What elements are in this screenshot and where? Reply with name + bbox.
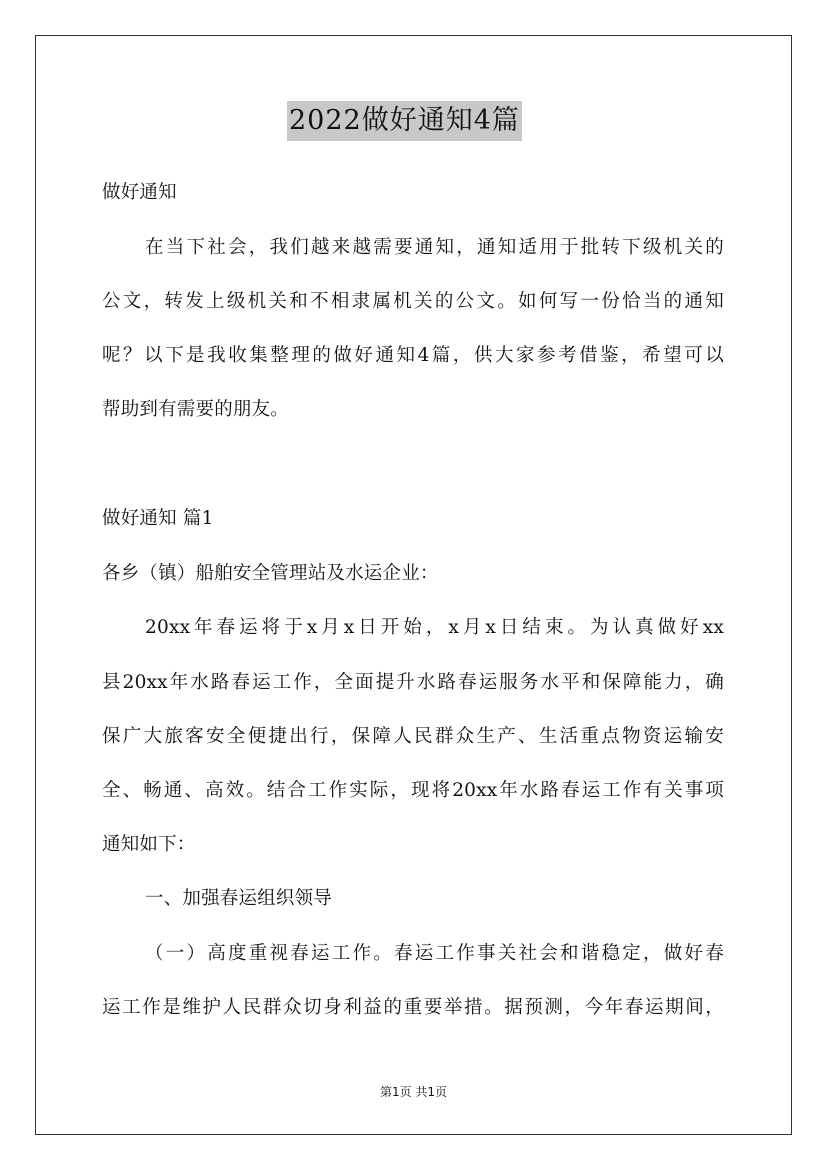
paragraph-line-6: 县20xx年水路春运工作，全面提升水路春运服务水平和保障能力，确 xyxy=(102,672,724,693)
subsection-heading: 一、加强春运组织领导 xyxy=(145,888,333,909)
section-heading-intro: 做好通知 xyxy=(102,182,177,203)
paragraph-line-9: 通知如下： xyxy=(102,834,196,855)
section-heading-part1: 做好通知 篇1 xyxy=(102,508,214,529)
paragraph-line-3: 呢？以下是我收集整理的做好通知4篇，供大家参考借鉴，希望可以 xyxy=(102,345,724,366)
paragraph-line-7: 保广大旅客安全便捷出行，保障人民群众生产、生活重点物资运输安 xyxy=(102,726,724,747)
paragraph-line-2: 公文，转发上级机关和不相隶属机关的公文。如何写一份恰当的通知 xyxy=(102,291,724,312)
paragraph-line-1: 在当下社会，我们越来越需要通知，通知适用于批转下级机关的 xyxy=(145,237,724,258)
document-title: 2022做好通知4篇 xyxy=(287,101,522,141)
paragraph-line-4: 帮助到有需要的朋友。 xyxy=(102,399,290,420)
paragraph-line-11: 运工作是维护人民群众切身利益的重要举措。据预测，今年春运期间， xyxy=(102,997,724,1018)
paragraph-line-8: 全、畅通、高效。结合工作实际，现将20xx年水路春运工作有关事项 xyxy=(102,780,724,801)
paragraph-line-5: 20xx年春运将于x月x日开始，x月x日结束。为认真做好xx xyxy=(145,617,724,638)
addressee-line: 各乡（镇）船舶安全管理站及水运企业： xyxy=(102,563,439,584)
page-footer: 第1页 共1页 xyxy=(379,1085,448,1099)
paragraph-line-10: （一）高度重视春运工作。春运工作事关社会和谐稳定，做好春 xyxy=(145,943,724,964)
